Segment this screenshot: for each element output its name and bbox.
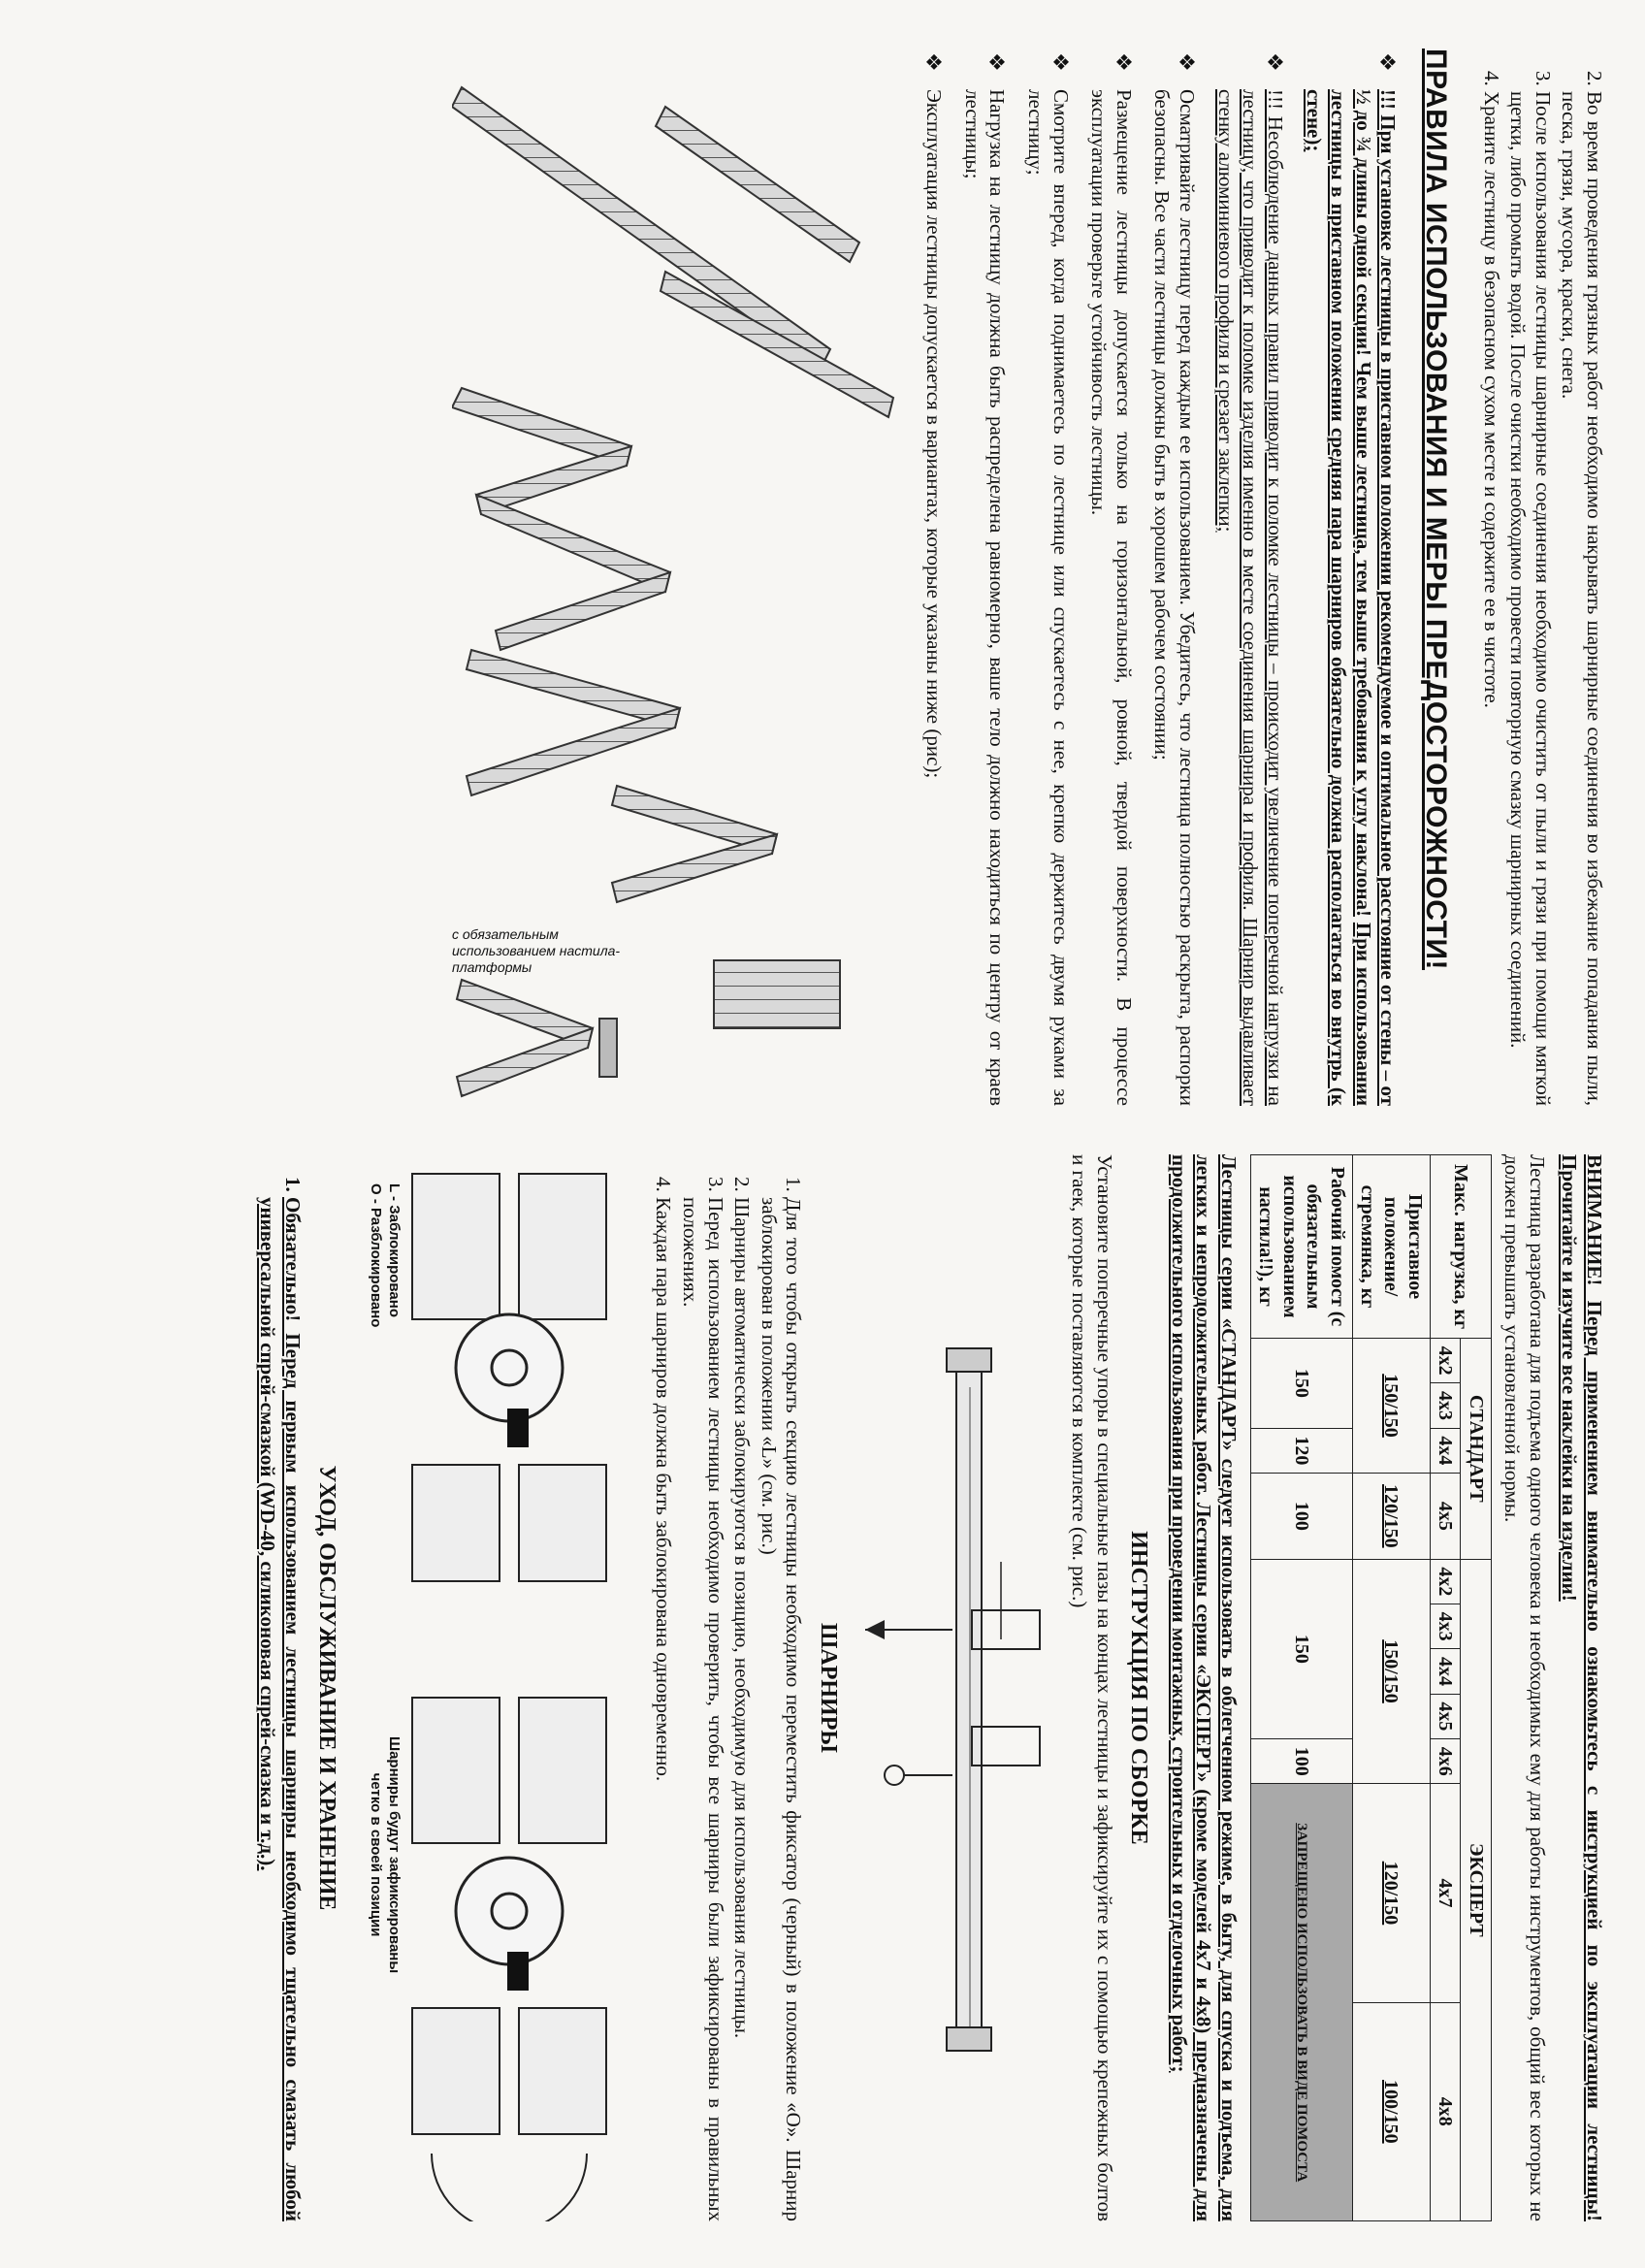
table-cell: 100/150 <box>1352 2002 1430 2220</box>
safety-rule-surface: ❖ Размещение лестницы допускается только на горизонтальной, ровной, твердой поверхности. В процессе эксплуатации проверьте устойчивость лестницы. <box>1087 52 1136 1106</box>
load-capacity-table <box>1250 1154 1492 2221</box>
model-cell: 4x2 <box>1430 1339 1460 1383</box>
care-step-1: 1. Обязательно! Перед первым использованием лестницы шарниры необходимо тщательно смазать любой универсальной спрей-смазкой (WD-40, силиконовая спрей-смазка и т.д.). <box>254 1197 304 2221</box>
assembly-title: ИНСТРУКЦИЯ ПО СБОРКЕ <box>1126 1531 1152 1845</box>
series-expert-header: ЭКСПЕРТ <box>1461 1559 1491 2220</box>
model-cell: 4x5 <box>1430 1474 1460 1560</box>
table-row-platform <box>1251 1155 1353 2221</box>
table-cell: 150 <box>1251 1339 1353 1429</box>
hinge-caption-line-2: четко в своей позиции <box>368 1772 385 1937</box>
hinge-caption <box>366 1736 403 1973</box>
safety-rule-inspect: ❖ Осматривайте лестницу перед каждым ее использованием. Убедитесь, что лестница полностью раскрыта, распорки безопасны. Все части лестницы должны быть в хорошем рабочем состоянии; <box>1150 52 1200 1106</box>
series-usage-note: Лестницы серии «СТАНДАРТ» следует использовать в облегченном режиме, в быту, для спуска и подъема, для легких и непродолжительных работ. Лестницы серии «ЭКСПЕРТ» (кроме моделей 4x7 и 4x8) предназначены для продолжительного использования при проведении монтажных, строительных и отделочных работ; <box>1167 1154 1242 2221</box>
rule-breakage-text: !!! Несоблюдение данных правил приводит к поломке лестницы – происходит увеличение поперечной нагрузки на лестницу, что приводит к поломке изделия именно в месте соединения шарнира и профиля. Шарнир выдавливает стенку алюминиевого профиля и срезает заклепки; <box>1213 89 1287 1106</box>
diamond-bullet-icon: ❖ <box>1262 52 1287 72</box>
model-cell: 4x3 <box>1430 1604 1460 1649</box>
table-cell: 120/150 <box>1352 1784 1430 2002</box>
hinges-title: ШАРНИРЫ <box>815 1623 841 1753</box>
model-cell: 4x3 <box>1430 1383 1460 1428</box>
table-row-leaning <box>1352 1155 1430 2221</box>
table-cell: 150/150 <box>1352 1339 1430 1474</box>
crossbar-assembly-drawing <box>855 1154 1059 2221</box>
model-cell: 4x8 <box>1430 2002 1460 2220</box>
right-page <box>35 49 1606 1106</box>
legend-unlocked: О - Разблокировано <box>368 1183 385 1328</box>
diamond-bullet-icon: ❖ <box>921 52 947 72</box>
scaffold-ladder-figure <box>452 388 670 650</box>
hinge-caption-line-1: Шарниры будут зафиксированы <box>385 1736 403 1974</box>
table-series-row <box>1461 1155 1491 2221</box>
hinge-legend <box>366 1183 403 1327</box>
care-title: УХОД, ОБСЛУЖИВАНИЕ И ХРАНЕНИЕ <box>313 1465 339 1911</box>
safety-rule-breakage <box>1212 49 1287 1106</box>
hinge-step-1: 1. Для того чтобы открыть секцию лестницы необходимо переместить фиксатор (черный) в положение «О». Шарнир заблокирован в положении «L» (см. рис.) <box>756 1197 805 2221</box>
table-cell: 100 <box>1251 1474 1353 1560</box>
safety-heading: ПРАВИЛА ИСПОЛЬЗОВАНИЯ И МЕРЫ ПРЕДОСТОРОЖНОСТИ! <box>1419 49 1452 971</box>
table-cell: 150/150 <box>1352 1559 1430 1784</box>
model-cell: 4x4 <box>1430 1649 1460 1694</box>
storage-step-4: 4. Храните лестницу в безопасном сухом месте и содержите ее в чистоте. <box>1478 91 1503 1106</box>
model-cell: 4x5 <box>1430 1694 1460 1738</box>
intro-paragraph: Лестница разработана для подъема одного человека и необходимых ему для работы инструментов, общий вес которых не должен превышать установленной нормы. <box>1500 1154 1549 2221</box>
model-cell: 4x4 <box>1430 1428 1460 1473</box>
stepladder-figure <box>467 650 777 902</box>
diamond-bullet-icon: ❖ <box>984 52 1010 72</box>
safety-rules-list <box>921 49 1401 1106</box>
table-cell: 150 <box>1251 1559 1353 1738</box>
forbidden-platform-cell: ЗАПРЕЩЕНО ИСПОЛЬЗОВАТЬ В ВИДЕ ПОМОСТА <box>1251 1784 1353 2221</box>
model-cell: 4x7 <box>1430 1784 1460 2002</box>
row-leaning-label: Приставное положение/ стремянка, кг <box>1352 1155 1430 1339</box>
model-cell: 4x6 <box>1430 1739 1460 1784</box>
diamond-bullet-icon: ❖ <box>1111 52 1136 72</box>
rule-distance-text: !!! При установке лестницы в приставном положении рекомендуемое и оптимальное расстояние от стены – от ½ до ¾ длины одной секции! Чем выше лестница, тем выше требования к углу наклона! <box>1351 89 1401 1106</box>
diamond-bullet-icon: ❖ <box>1048 52 1073 72</box>
row-platform-label: Рабочий помост (с обязательным использованием настила!!), кг <box>1251 1155 1353 1339</box>
safety-rule-look-forward: ❖ Смотрите вперед, когда поднимаетесь по лестнице или спускаетесь с нее, крепко держитесь двумя руками за лестницу; <box>1024 52 1073 1106</box>
storage-steps-continued <box>1478 49 1606 1106</box>
hinge-locked-figure <box>412 1174 606 1581</box>
hinge-steps <box>651 1154 806 2221</box>
platform-ladder-figure <box>457 980 617 1096</box>
safety-rule-load: ❖ Нагрузка на лестницу должна быть распределена равномерно, ваше тело должно находиться по центру от краев лестницы; <box>960 52 1010 1106</box>
table-cell: 120/150 <box>1352 1474 1430 1560</box>
safety-rule-variants: ❖ Эксплуатация лестницы допускается в вариантах, которые указаны ниже (рис); <box>921 52 947 779</box>
hinge-step-4: 4. Каждая пара шарниров должна быть заблокирована одновременно. <box>651 1197 676 2221</box>
straight-ladder-figure <box>452 87 830 369</box>
hinge-unlocked-figure <box>412 1698 606 2221</box>
safety-rule-hinge-angle <box>1301 49 1400 1106</box>
diamond-bullet-icon: ❖ <box>1375 52 1401 72</box>
series-standart-header: СТАНДАРТ <box>1461 1339 1491 1560</box>
left-page <box>35 1154 1606 2221</box>
hinges-illustration <box>354 1154 645 2221</box>
hinge-step-3: 3. Перед использованием лестницы необходимо проверить, чтобы все шарниры были зафиксированы в правильных положениях. <box>677 1197 726 2221</box>
ladder-configurations-illustration <box>452 49 908 1106</box>
rule-hinge-inside-text: При использовании лестницы в приставном положении средняя пара шарниров обязательно должна располагаться во внутрь (к стене); <box>1302 89 1375 1106</box>
model-cell: 4x2 <box>1430 1559 1460 1604</box>
table-cell: 120 <box>1251 1428 1353 1473</box>
assembly-text: Установите поперечные упоры в специальные пазы на концах лестницы и зафиксируйте их с помощью крепежных болтов и гаек, которые поставляются в комплекте (см. рис.) <box>1068 1154 1116 2221</box>
diamond-bullet-icon: ❖ <box>1175 52 1200 72</box>
legend-locked: L - Заблокировано <box>385 1183 403 1317</box>
table-cell: 100 <box>1251 1739 1353 1784</box>
hinge-step-2: 2. Шарниры автоматически заблокируются в позицию, необходимую для использования лестницы. <box>729 1197 755 2221</box>
platform-illustration-caption: с обязательным использованием настила-платформы <box>451 926 620 976</box>
care-steps <box>254 1154 304 2221</box>
assembly-illustration <box>855 1154 1059 2221</box>
max-load-header: Макс. нагрузка, кг <box>1430 1155 1491 1339</box>
storage-step-2: 2. Во время проведения грязных работ необходимо накрывать шарнирные соединения во избежание попадания пыли, песка, грязи, мусора, краски, снега. <box>1557 91 1606 1106</box>
attention-warning: ВНИМАНИЕ! Перед применением внимательно ознакомьтесь с инструкцией по эксплуатации лестницы! Прочитайте и изучите все наклейки на изделии! <box>1558 1154 1606 2221</box>
folded-ladder-figure <box>714 960 840 1028</box>
storage-step-3: 3. После использования лестницы шарнирные соединения необходимо очистить от пыли и грязи при помощи мягкой щетки, либо промыть водой. После очистки необходимо провести повторную смазку шарнирных соединений. <box>1505 91 1555 1106</box>
